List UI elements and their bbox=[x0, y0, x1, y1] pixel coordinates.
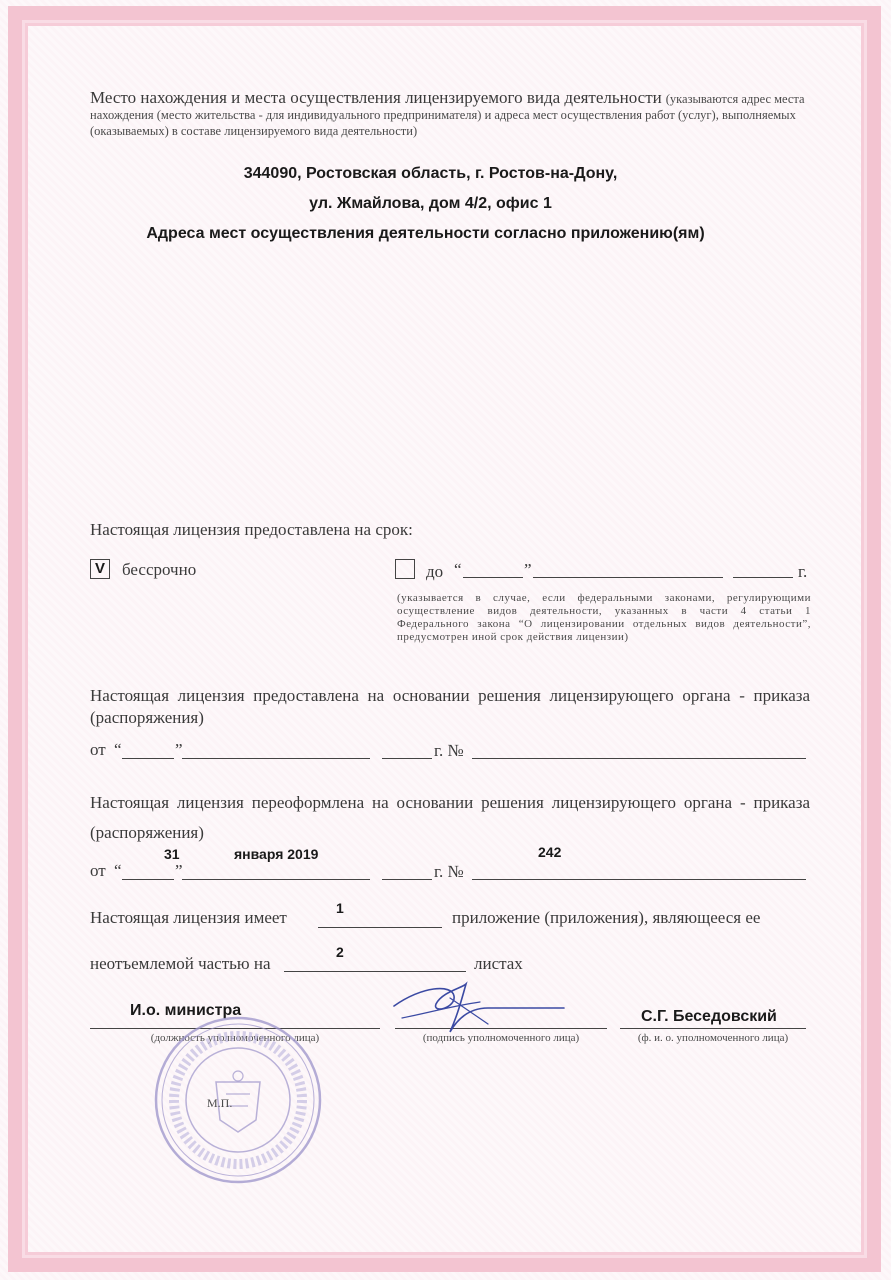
until-quote-open: “ bbox=[454, 560, 462, 579]
appendix-suffix: приложение (приложения), являющееся ее bbox=[452, 908, 761, 927]
granted-quote-open: “ bbox=[114, 740, 122, 759]
sheets-suffix: листах bbox=[474, 954, 523, 973]
granted-basis-text: Настоящая лицензия предоставлена на основании решения лицензирующего органа - приказа (распоряжения) bbox=[90, 686, 810, 727]
sheets-count-line bbox=[284, 971, 466, 972]
address-line-1: 344090, Ростовская область, г. Ростов-на-Дону, bbox=[243, 165, 618, 182]
address-line-3: Адреса мест осуществления деятельности согласно приложению(ям) bbox=[146, 225, 705, 242]
appendix-count-line bbox=[318, 927, 442, 928]
reissued-number-line bbox=[472, 879, 806, 880]
reissued-year-line bbox=[382, 879, 432, 880]
granted-month-line bbox=[182, 758, 370, 759]
reissued-number-value: 242 bbox=[538, 844, 562, 860]
address-line-2: ул. Жмайлова, дом 4/2, офис 1 bbox=[309, 195, 552, 212]
checkbox-until[interactable] bbox=[395, 559, 415, 579]
reissued-quote-open: “ bbox=[114, 861, 122, 880]
term-heading: Настоящая лицензия предоставлена на срок: bbox=[90, 520, 413, 539]
granted-number-line bbox=[472, 758, 806, 759]
location-heading-note: (указываются адрес места нахождения (место жительства - для индивидуального предпринимателя) и адреса мест осуществления работ (услуг), выполняемых (оказываемых) в составе лицензируемого вида деятельности) bbox=[90, 92, 805, 138]
until-day-line bbox=[463, 577, 523, 578]
seal-place-label: М.П. bbox=[207, 1096, 233, 1110]
reissued-day-value: 31 bbox=[164, 846, 180, 862]
term-note: (указывается в случае, если федеральными законами, регулирующими осуществление видов деятельности, указанных в части 4 статьи 1 Федерального закона “О лицензировании отдельных видов деятельности”, предусмотрен иной срок действия лицензии) bbox=[397, 592, 811, 643]
granted-year-no: г. № bbox=[434, 741, 464, 760]
official-name-value: С.Г. Беседовский bbox=[641, 1008, 777, 1025]
checkbox-unlimited[interactable]: V bbox=[90, 559, 110, 579]
handwritten-signature bbox=[392, 978, 572, 1038]
unlimited-label: бессрочно bbox=[122, 560, 197, 579]
reissued-quote-close: ” bbox=[175, 861, 183, 880]
location-heading bbox=[90, 90, 812, 139]
reissued-year-no: г. № bbox=[434, 862, 464, 881]
official-position-value: И.о. министра bbox=[130, 1002, 242, 1019]
position-caption: (должность уполномоченного лица) bbox=[150, 1032, 320, 1044]
signature-caption: (подпись уполномоченного лица) bbox=[422, 1032, 580, 1044]
reissued-month-line bbox=[182, 879, 370, 880]
official-seal bbox=[148, 1010, 328, 1190]
reissued-day-line bbox=[122, 879, 174, 880]
reissued-from-label: от bbox=[90, 861, 106, 880]
reissued-basis-text: Настоящая лицензия переоформлена на основании решения лицензирующего органа - приказа (распоряжения) bbox=[90, 793, 810, 842]
until-year-suffix: г. bbox=[798, 562, 808, 581]
appendix-prefix: Настоящая лицензия имеет bbox=[90, 908, 287, 927]
granted-year-line bbox=[382, 758, 432, 759]
until-label: до bbox=[426, 562, 444, 581]
sheets-count-value: 2 bbox=[336, 944, 344, 960]
name-line bbox=[620, 1028, 806, 1029]
location-heading-main: Место нахождения и места осуществления лицензируемого вида деятельности bbox=[90, 88, 662, 107]
name-caption: (ф. и. о. уполномоченного лица) bbox=[637, 1032, 789, 1044]
appendix-count-value: 1 bbox=[336, 900, 344, 916]
granted-quote-close: ” bbox=[175, 740, 183, 759]
until-month-line bbox=[533, 577, 723, 578]
granted-day-line bbox=[122, 758, 174, 759]
until-year-line bbox=[733, 577, 793, 578]
reissued-month-year-value: января 2019 bbox=[234, 846, 319, 862]
granted-from-label: от bbox=[90, 740, 106, 759]
until-quote-close: ” bbox=[524, 560, 532, 579]
sheets-prefix: неотъемлемой частью на bbox=[90, 954, 271, 973]
